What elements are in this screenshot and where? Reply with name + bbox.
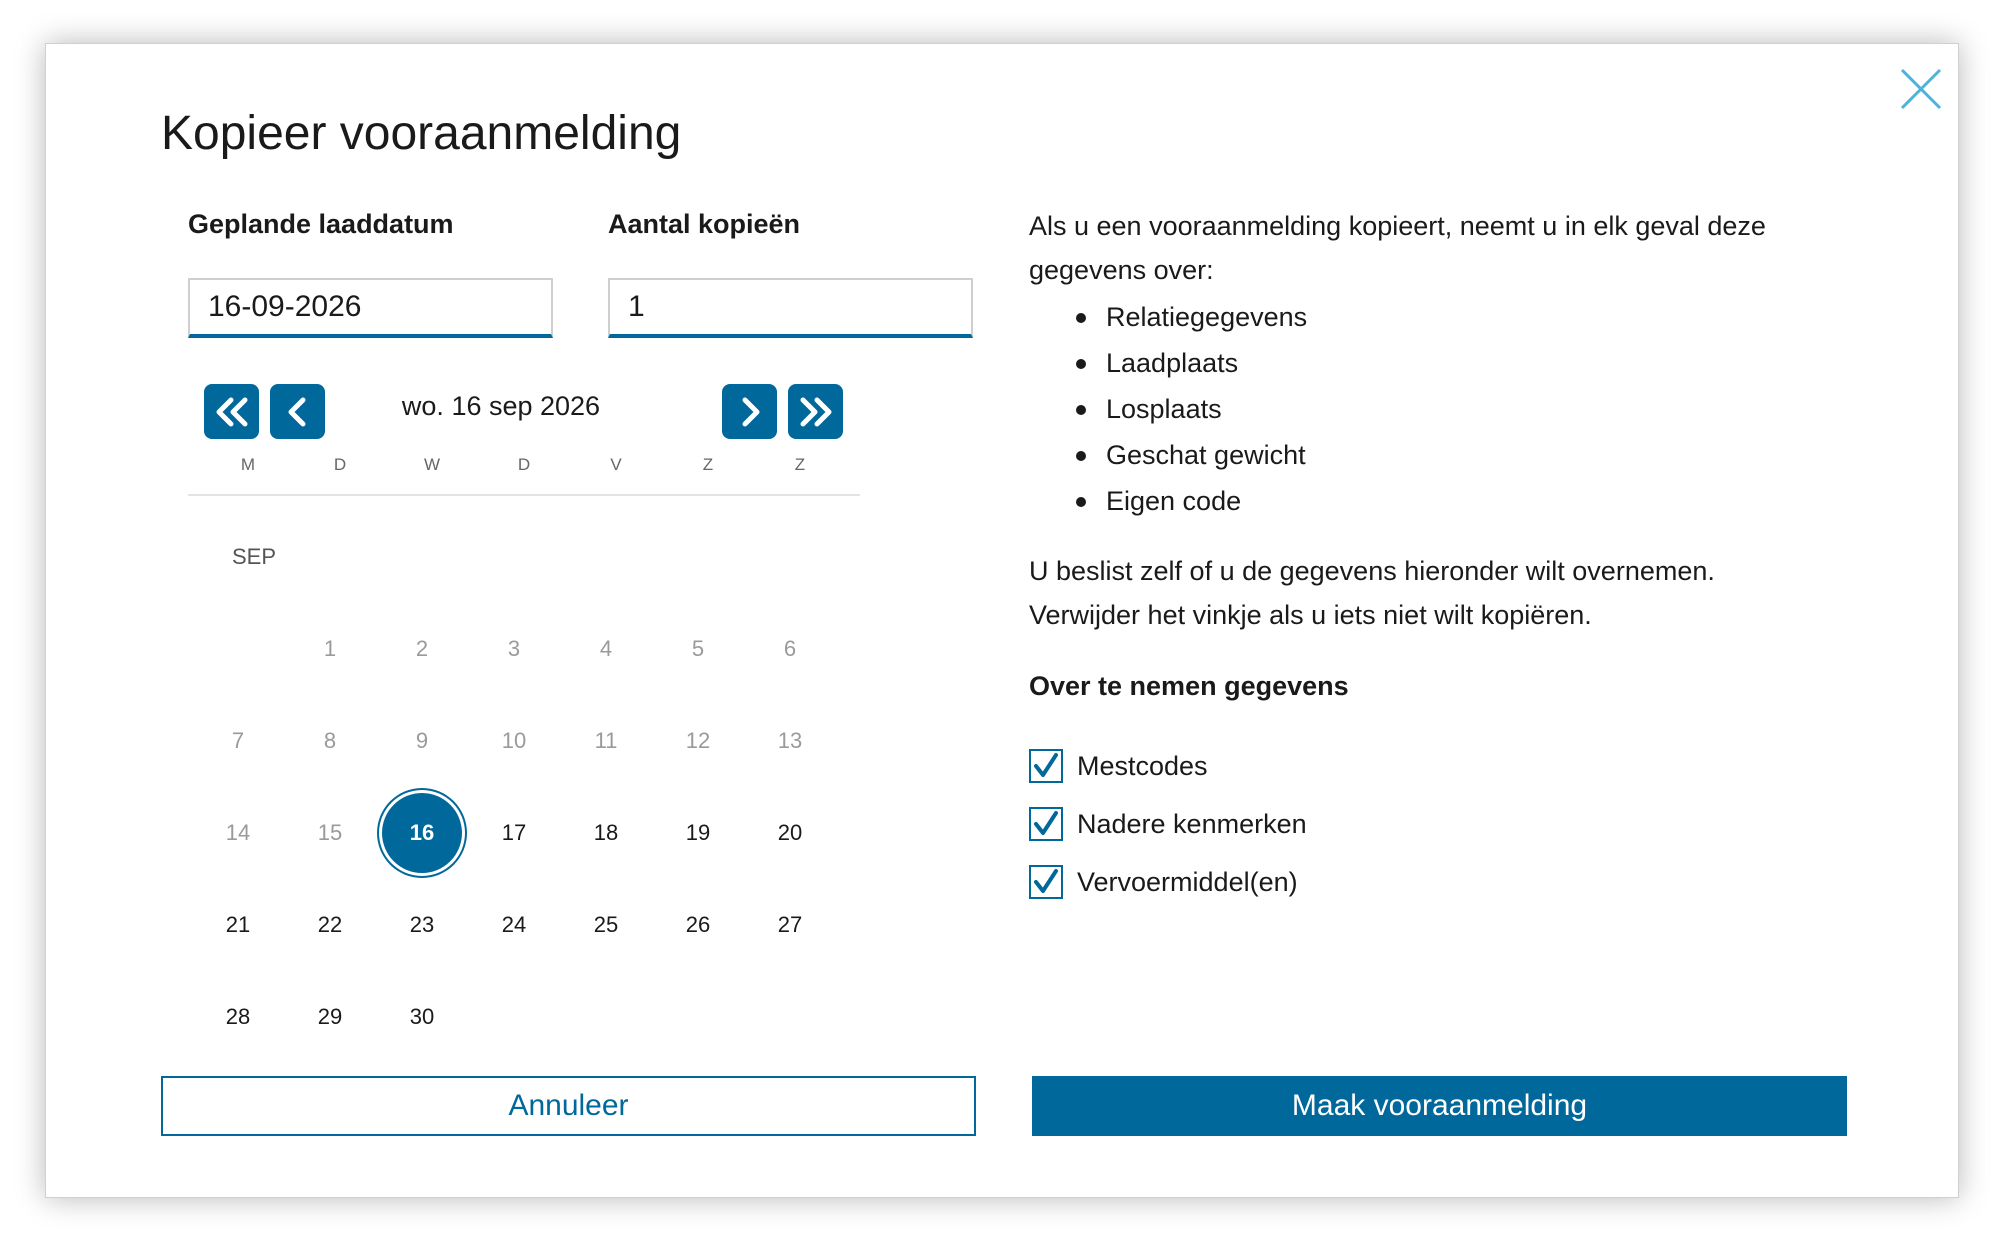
month-label: SEP [232,544,277,569]
calendar-day-number: 26 [685,912,711,937]
calendar-day-selected[interactable] [382,793,462,873]
close-icon[interactable] [1896,64,1946,114]
option-mestcodes[interactable] [1029,746,1208,786]
calendar-day-number: 6 [783,636,797,661]
date-label: Geplande laaddatum [188,209,454,239]
calendar-day-number: 27 [777,912,803,937]
calendar-day-number: 16 [382,793,462,873]
calendar-day[interactable] [750,609,830,689]
double-chevron-left-icon [212,396,252,428]
copy-preregistration-dialog [45,43,1959,1198]
calendar-day-number: 14 [225,820,251,845]
decide-line-2: Verwijder het vinkje als u iets niet wilt kopiëren. [1029,600,1592,630]
calendar-day[interactable] [382,885,462,965]
weekday-label: D [517,455,531,474]
calendar-day-number: 25 [593,912,619,937]
copied-fields-list [1076,294,1307,524]
calendar-day-number: 1 [323,636,337,661]
calendar-day-number: 5 [691,636,705,661]
checkbox-label: Nadere kenmerken [1077,808,1307,839]
list-item: Relatiegegevens [1076,294,1307,340]
options-title: Over te nemen gegevens [1029,671,1349,701]
calendar-day-number: 13 [777,728,803,753]
calendar-day[interactable] [198,977,278,1057]
checkbox[interactable] [1029,865,1063,899]
calendar-day-number: 3 [507,636,521,661]
calendar-day-number: 7 [231,728,245,753]
calendar-day-number: 30 [409,1004,435,1029]
calendar-day-number: 8 [323,728,337,753]
weekday-label: Z [702,455,714,474]
calendar-day[interactable] [474,793,554,873]
double-chevron-right-icon [796,396,836,428]
calendar-day[interactable] [290,977,370,1057]
calendar-day[interactable] [198,793,278,873]
submit-button[interactable]: Maak vooraanmelding [1032,1076,1847,1136]
calendar-day[interactable] [566,793,646,873]
chevron-right-icon [734,396,766,428]
calendar-day-number: 18 [593,820,619,845]
copies-label: Aantal kopieën [608,209,801,239]
calendar-day[interactable] [750,701,830,781]
decide-line-1: U beslist zelf of u de gegevens hieronder wilt overnemen. [1029,556,1715,586]
calendar-day-number: 9 [415,728,429,753]
calendar-day-number: 28 [225,1004,251,1029]
calendar-day-number: 22 [317,912,343,937]
cancel-button[interactable]: Annuleer [161,1076,976,1136]
prev-year-button[interactable] [204,384,259,439]
calendar-day[interactable] [198,701,278,781]
checkmark-icon [1032,868,1060,896]
calendar-day[interactable] [290,609,370,689]
calendar-day[interactable] [566,701,646,781]
calendar-day-number: 15 [317,820,343,845]
calendar-day[interactable] [474,609,554,689]
weekday-label: Z [794,455,806,474]
chevron-left-icon [282,396,314,428]
checkmark-icon [1032,810,1060,838]
weekday-label: D [333,455,347,474]
date-input[interactable] [188,278,553,338]
copy-info-text: Als u een vooraanmelding kopieert, neemt u in elk geval deze gegevens over: [1029,211,1766,285]
calendar-day[interactable] [474,885,554,965]
calendar-day-number: 23 [409,912,435,937]
calendar-day-number: 11 [594,728,618,753]
calendar-day[interactable] [566,885,646,965]
calendar-day[interactable] [290,701,370,781]
calendar-day[interactable] [474,701,554,781]
calendar-day[interactable] [290,885,370,965]
option-nadere-kenmerken[interactable] [1029,804,1307,844]
calendar-divider [188,494,860,496]
calendar-day-number: 17 [501,820,527,845]
checkbox-label: Mestcodes [1077,750,1208,781]
calendar-day[interactable] [382,609,462,689]
weekday-label: M [240,455,256,474]
option-vervoermiddelen[interactable] [1029,862,1298,902]
checkmark-icon [1032,752,1060,780]
list-item: Losplaats [1076,386,1307,432]
calendar-day[interactable] [750,793,830,873]
calendar-day[interactable] [658,609,738,689]
calendar-day-number: 24 [501,912,527,937]
calendar-day-number: 29 [317,1004,343,1029]
calendar-day[interactable] [566,609,646,689]
checkbox[interactable] [1029,749,1063,783]
calendar-day[interactable] [290,793,370,873]
checkbox-label: Vervoermiddel(en) [1077,866,1298,897]
decide-info-text [1029,549,1829,637]
copies-input[interactable] [608,278,973,338]
list-item: Geschat gewicht [1076,432,1307,478]
calendar-day-number: 21 [225,912,251,937]
calendar-day-number: 2 [415,636,429,661]
weekday-label: W [423,455,441,474]
prev-month-button[interactable] [270,384,325,439]
calendar-day[interactable] [382,977,462,1057]
dialog-title: Kopieer vooraanmelding [161,107,682,160]
calendar-day-number: 4 [599,636,613,661]
calendar-day-number: 19 [685,820,711,845]
next-year-button[interactable] [788,384,843,439]
weekday-label: V [610,455,622,474]
next-month-button[interactable] [722,384,777,439]
calendar-day[interactable] [658,885,738,965]
list-item: Eigen code [1076,478,1307,524]
calendar-day[interactable] [382,701,462,781]
calendar-day[interactable] [658,701,738,781]
calendar-heading: wo. 16 sep 2026 [401,391,601,421]
calendar-day[interactable] [198,885,278,965]
calendar-day[interactable] [658,793,738,873]
list-item: Laadplaats [1076,340,1307,386]
calendar-day[interactable] [750,885,830,965]
checkbox[interactable] [1029,807,1063,841]
calendar-day-number: 12 [685,728,711,753]
calendar-day-number: 10 [501,728,527,753]
calendar-day-number: 20 [777,820,803,845]
